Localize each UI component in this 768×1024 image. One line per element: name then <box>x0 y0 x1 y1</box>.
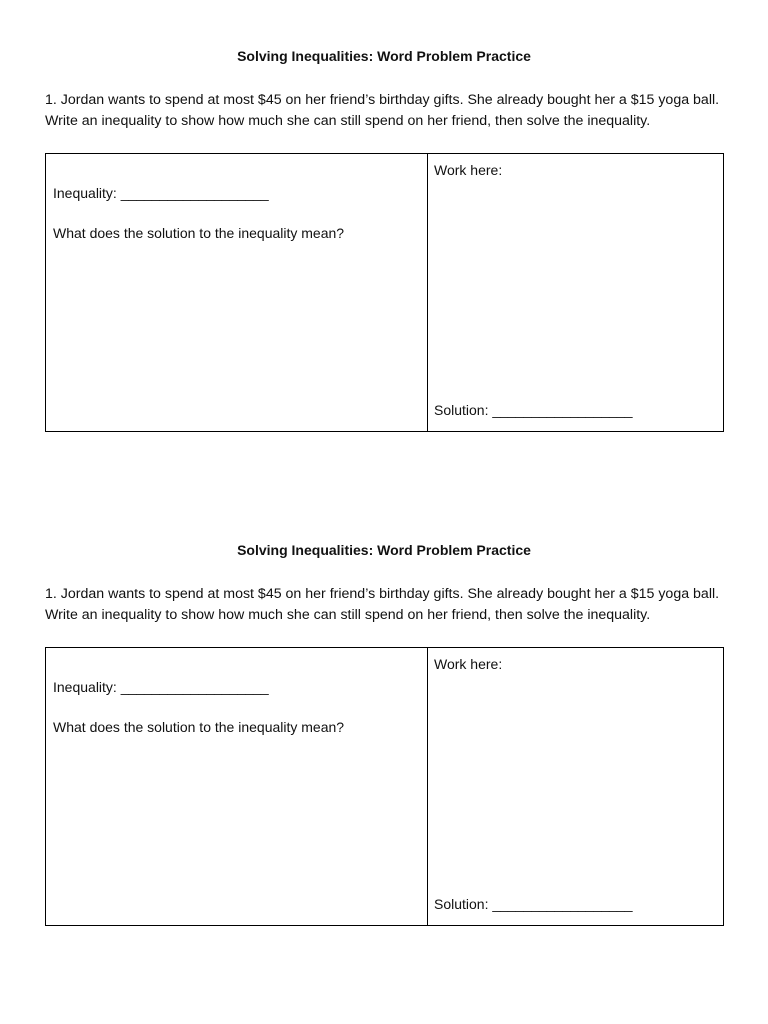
inequality-blank: Inequality: ___________________ <box>53 679 269 695</box>
inequality-blank: Inequality: ___________________ <box>53 185 269 201</box>
worksheet-title: Solving Inequalities: Word Problem Practice <box>237 48 531 64</box>
problem-text: 1. Jordan wants to spend at most $45 on her friend’s birthday gifts. She already bought her a $15 yoga ball. Write an inequality to show how much she can still spend on her friend, then solve the inequality. <box>45 586 720 623</box>
solution-blank: Solution: __________________ <box>434 402 633 418</box>
problem-text: 1. Jordan wants to spend at most $45 on her friend’s birthday gifts. She already bought her a $15 yoga ball. Write an inequality to show how much she can still spend on her friend, then solve the inequality. <box>45 92 720 129</box>
work-area-label: Work here: <box>434 162 503 178</box>
worksheet-title: Solving Inequalities: Word Problem Practice <box>237 542 531 558</box>
answer-box <box>45 153 724 432</box>
work-area-label: Work here: <box>434 656 503 672</box>
solution-blank: Solution: __________________ <box>434 896 633 912</box>
column-divider <box>427 154 428 431</box>
column-divider <box>427 648 428 925</box>
answer-box <box>45 647 724 926</box>
meaning-question: What does the solution to the inequality mean? <box>53 225 345 241</box>
meaning-question: What does the solution to the inequality mean? <box>53 719 345 735</box>
